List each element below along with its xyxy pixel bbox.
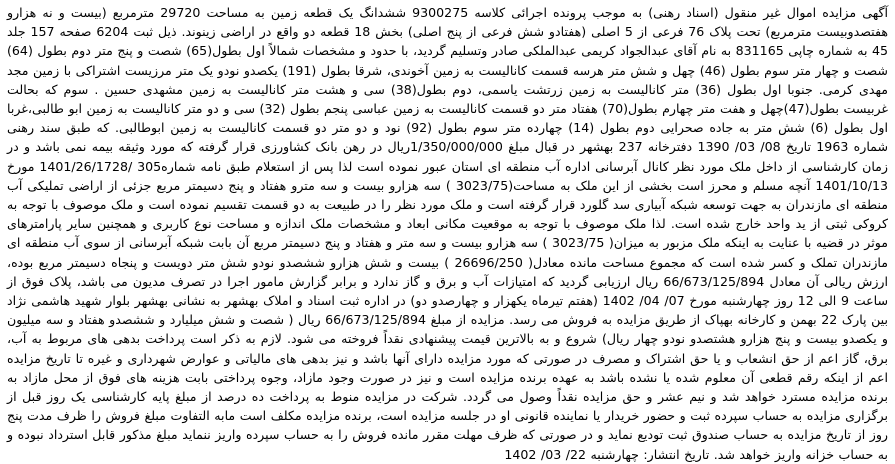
auction-notice-body-text: آگهی مزایده اموال غیر منقول (اسناد رهنی) به موجب پرونده اجرائی کلاسه 9300275 ششدانگ یک قطعه زمین به مساحت 29720 مترمربع (بیست و نه هزارو هفتصدوبیست مترمربع) تحت پلاک 76 فرعی از 5 اصلی (هفتادو شش فرعی از پنج اصلی) بخش 18 قطعه دو واقع در اراضی زینوند. ذیل ثبت 6204 صفحه 157 جلد 45 به شماره چاپی 831165 به نام آقای عبدالجواد کریمی عبدالملکی صادر وتسلیم گردید، با حدود و مشخصات شمالاً اول بطول(65) شصت و پنج متر دوم بطول (64) شصت و چهار متر سوم بطول (46) چهل و شش متر هرسه قسمت کانالیست به زمین آخوندی، شرقا بطول (191) یکصدو نودو یک متر مرزیست اشتراکی با زمین مجد مهدی کرمی. جنوبا اول بطول (36) متر کانالیست به زمین زرتشت یاسمی، دوم بطول(38) سی و هشت متر کانالیست به زمین مشهدی حسین . سوم که بحالت غربیست بطول(47)چهل و هفت متر چهارم بطول(70) هفتاد متر دو قسمت کانالیست به زمین عباسی پنجم بطول (32) سی و دو متر کانالیست به زمین ابو طالبی،غربا اول بطول (6) شش متر به جاده صحرایی دوم بطول (14) چهارده متر سوم بطول (92) نود و دو متر دو قسمت کانالیست به زمین ابوطالبی. که طبق سند رهنی شماره 1963 تاریخ 08/ 03/ 1390 دفترخانه 237 بهشهر در قبال مبلغ 1/350/000/000ریال در رهن بانک کشاورزی قرار گرفته که مورد وثیقه بیمه نمی باشد و در زمان کارشناسی از داخل ملک مورد نظر کانال آبرسانی اداره آب منطقه ای استان عبور نموده است لذا پس از استعلام طبق نامه شماره305 /1401/26/1728 مورخ 1401/10/13 آنچه مسلم و محرز است بخشی از این ملک به مساحت(3023/75 ) سه هزارو بیست و سه مترو هفتاد و پنج دسیمتر مربع جزئی از اراضی تملیکی آب منطقه ای مازندران به جهت توسعه شبکه آبیاری سد گلورد قرار گرفته است و ملک مورد نظر را در طبیعت به دو قسمت تقسیم نموده است و ملک موصوف با توجه به کروکی ثبتی از ید واحد خارج شده است. لذا ملک موصوف با توجه به موقعیت مکانی ابعاد و مشخصات ملک اندازه و مساحت نوع کاربری و همچنین سایر پارامترهای موثر در قضیه با عنایت به اینکه ملک مزبور به میزان( 3023/75 ) سه هزارو بیست و سه متر و هفتاد و پنج دسیمتر مربع آن بابت شبکه آبرسانی از سوی آب منطقه ای مازندران تملک و کسر شده است که مجموع مساحت مانده معادل( 26696/250 ) بیست و شش هزارو ششصدو نودو شش متر دویست و پنجاه دسیمتر مربع بوده، ارزش ریالی آن معادل 66/673/125/894 ریال ارزیابی گردید که امتیازات آب و برق و گاز ندارد و برابر گزارش مامور اجرا در تصرف مدیون می باشد، پلاک فوق از ساعت 9 الی 12 روز چهارشنبه مورخ 07/ 04/ 1402 (هفتم تیرماه یکهزار و چهارصدو دو) در اداره ثبت اسناد و املاک بهشهر به نشانی بهشهر بلوار شهید هاشمی نژاد بین پارک 22 بهمن و کارخانه بهپاک از طریق مزایده به فروش می رسد. مزایده از مبلغ 66/673/125/894 ریال ( شصت و شش میلیارد و ششصدو هفتاد و سه میلیون و یکصدو بیست و پنج هزارو هشتصدو نودو چهار ریال) شروع و به بالاترین قیمت پیشنهادی نقداً فروخته می شود. لازم به ذکر است پرداخت بدهی های مربوط به آب، برق، گاز اعم از حق انشعاب و یا حق اشتراک و مصرف در صورتی که مورد مزایده دارای آنها باشد و نیز بدهی های مالیاتی و عوارض شهرداری و غیره تا تاریخ مزایده اعم از اینکه رقم قطعی آن معلوم شده یا نشده باشد به عهده برنده مزایده است و نیز در صورت وجود مازاد، وجوه پرداختی بابت هزینه های فوق از محل مازاد به برنده مزایده مسترد خواهد شد و نیم عشر و حق مزایده نقداً وصول می گردد. شرکت در مزایده منوط به پرداخت ده درصد از مبلغ پایه کارشناسی یک روز قبل از برگزاری مزایده به حساب سپرده ثبت و حضور خریدار یا نماینده قانونی او در جلسه مزایده است، برنده مزایده مکلف است مابه التفاوت مبلغ فروش را ظرف مدت پنج روز از تاریخ مزایده به حساب صندوق ثبت تودیع نماید و در صورتی که ظرف مهلت مقرر مانده فروش را به حساب سپرده واریز ننماید مبلغ مذکور قابل استرداد نبوده و به حساب خزانه واریز خواهد شد. تاریخ انتشار: چهارشنبه 22/ 03/ 1402 xyxy=(7,5,889,462)
